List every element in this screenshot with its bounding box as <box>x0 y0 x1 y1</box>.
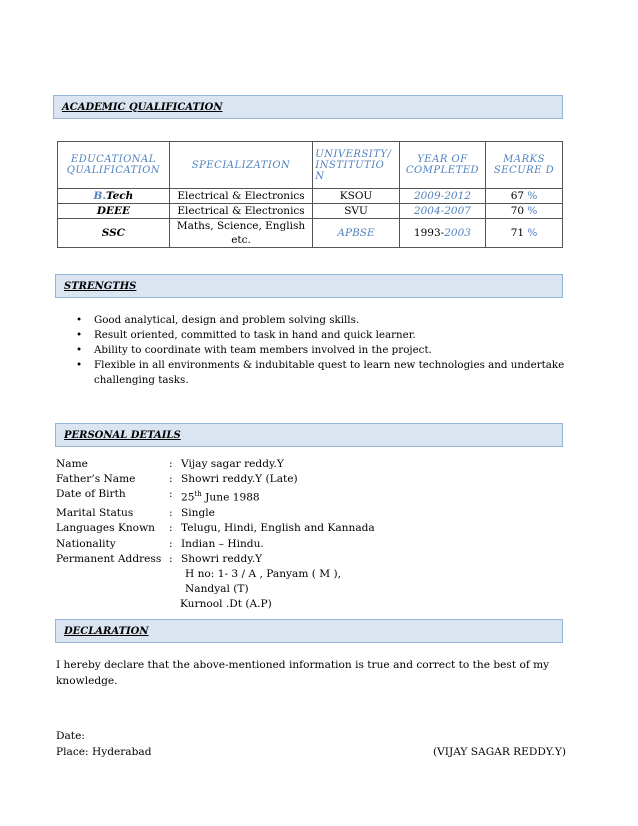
university-cell: KSOU <box>313 189 400 204</box>
specialization-cell: Electrical & Electronics <box>169 204 312 219</box>
detail-row-father: Father’s Name : Showri reddy.Y (Late) <box>56 473 298 486</box>
marks-cell: 67 % <box>486 189 563 204</box>
list-item: • Ability to coordinate with team members involved in the project. <box>76 344 432 356</box>
year-cell: 1993-2003 <box>399 219 485 248</box>
marks-cell: 71 % <box>486 219 563 248</box>
table-row <box>58 189 563 204</box>
header-cell: EDUCATIONAL QUALIFICATION <box>58 142 170 189</box>
list-item: • Flexible in all environments & indubitable quest to learn new technologies and undertake challenging tasks. <box>76 359 565 386</box>
address-line: Nandyal (T) <box>185 583 249 596</box>
qualification-cell: B.Tech <box>58 189 170 204</box>
declaration-text: I hereby declare that the above-mentioned information is true and correct to the best of my knowledge. <box>56 659 550 687</box>
marks-cell: 70 % <box>486 204 563 219</box>
specialization-cell: Maths, Science, English etc. <box>169 219 312 248</box>
year-cell: 2004-2007 <box>399 204 485 219</box>
address-line: Kurnool .Dt (A.P) <box>180 598 272 611</box>
detail-row-nationality: Nationality : Indian – Hindu. <box>56 537 264 550</box>
address-line: H no: 1- 3 / A , Panyam ( M ), <box>185 567 341 580</box>
bullet-icon: • <box>76 359 83 371</box>
table-row <box>58 219 563 248</box>
bullet-icon: • <box>76 314 83 326</box>
section-header-personal <box>55 423 563 447</box>
section-header-academic <box>53 95 563 119</box>
header-cell: MARKS SECURE D <box>486 142 563 189</box>
header-cell: YEAR OF COMPLETED <box>399 142 485 189</box>
bullet-icon: • <box>76 329 83 341</box>
date-label: Date: <box>56 730 85 742</box>
detail-row-marital: Marital Status : Single <box>56 507 215 520</box>
specialization-cell: Electrical & Electronics <box>169 189 312 204</box>
list-item: • Result oriented, committed to task in hand and quick learner. <box>76 329 416 341</box>
section-header-declaration <box>55 619 563 643</box>
academic-table <box>57 141 563 248</box>
section-title: DECLARATION <box>64 625 149 637</box>
detail-row-languages: Languages Known : Telugu, Hindi, English and Kannada <box>56 522 375 535</box>
list-item: • Good analytical, design and problem solving skills. <box>76 314 360 326</box>
table-row <box>58 204 563 219</box>
section-title: PERSONAL DETAILS <box>64 429 181 441</box>
university-cell: SVU <box>313 204 400 219</box>
detail-row-address: Permanent Address : Showri reddy.Y <box>56 552 263 565</box>
section-title: STRENGTHS <box>64 280 137 292</box>
header-cell: UNIVERSITY/ INSTITUTIO N <box>313 142 400 189</box>
section-title: ACADEMIC QUALIFICATION <box>62 101 223 113</box>
detail-row-dob: Date of Birth : 25th June 1988 <box>56 488 260 504</box>
personal-details <box>56 457 375 613</box>
university-cell: APBSE <box>313 219 400 248</box>
section-header-strengths <box>55 274 563 298</box>
year-cell: 2009-2012 <box>399 189 485 204</box>
detail-row-name: Name : Vijay sagar reddy.Y <box>56 458 284 470</box>
header-cell: SPECIALIZATION <box>169 142 312 189</box>
signature: (VIJAY SAGAR REDDY.Y) <box>433 746 566 758</box>
qualification-cell: SSC <box>58 219 170 248</box>
qualification-cell: DEEE <box>58 204 170 219</box>
bullet-icon: • <box>76 344 83 356</box>
strengths-list <box>60 313 594 388</box>
table-header-row <box>58 142 563 189</box>
place-label: Place: Hyderabad <box>56 746 152 758</box>
